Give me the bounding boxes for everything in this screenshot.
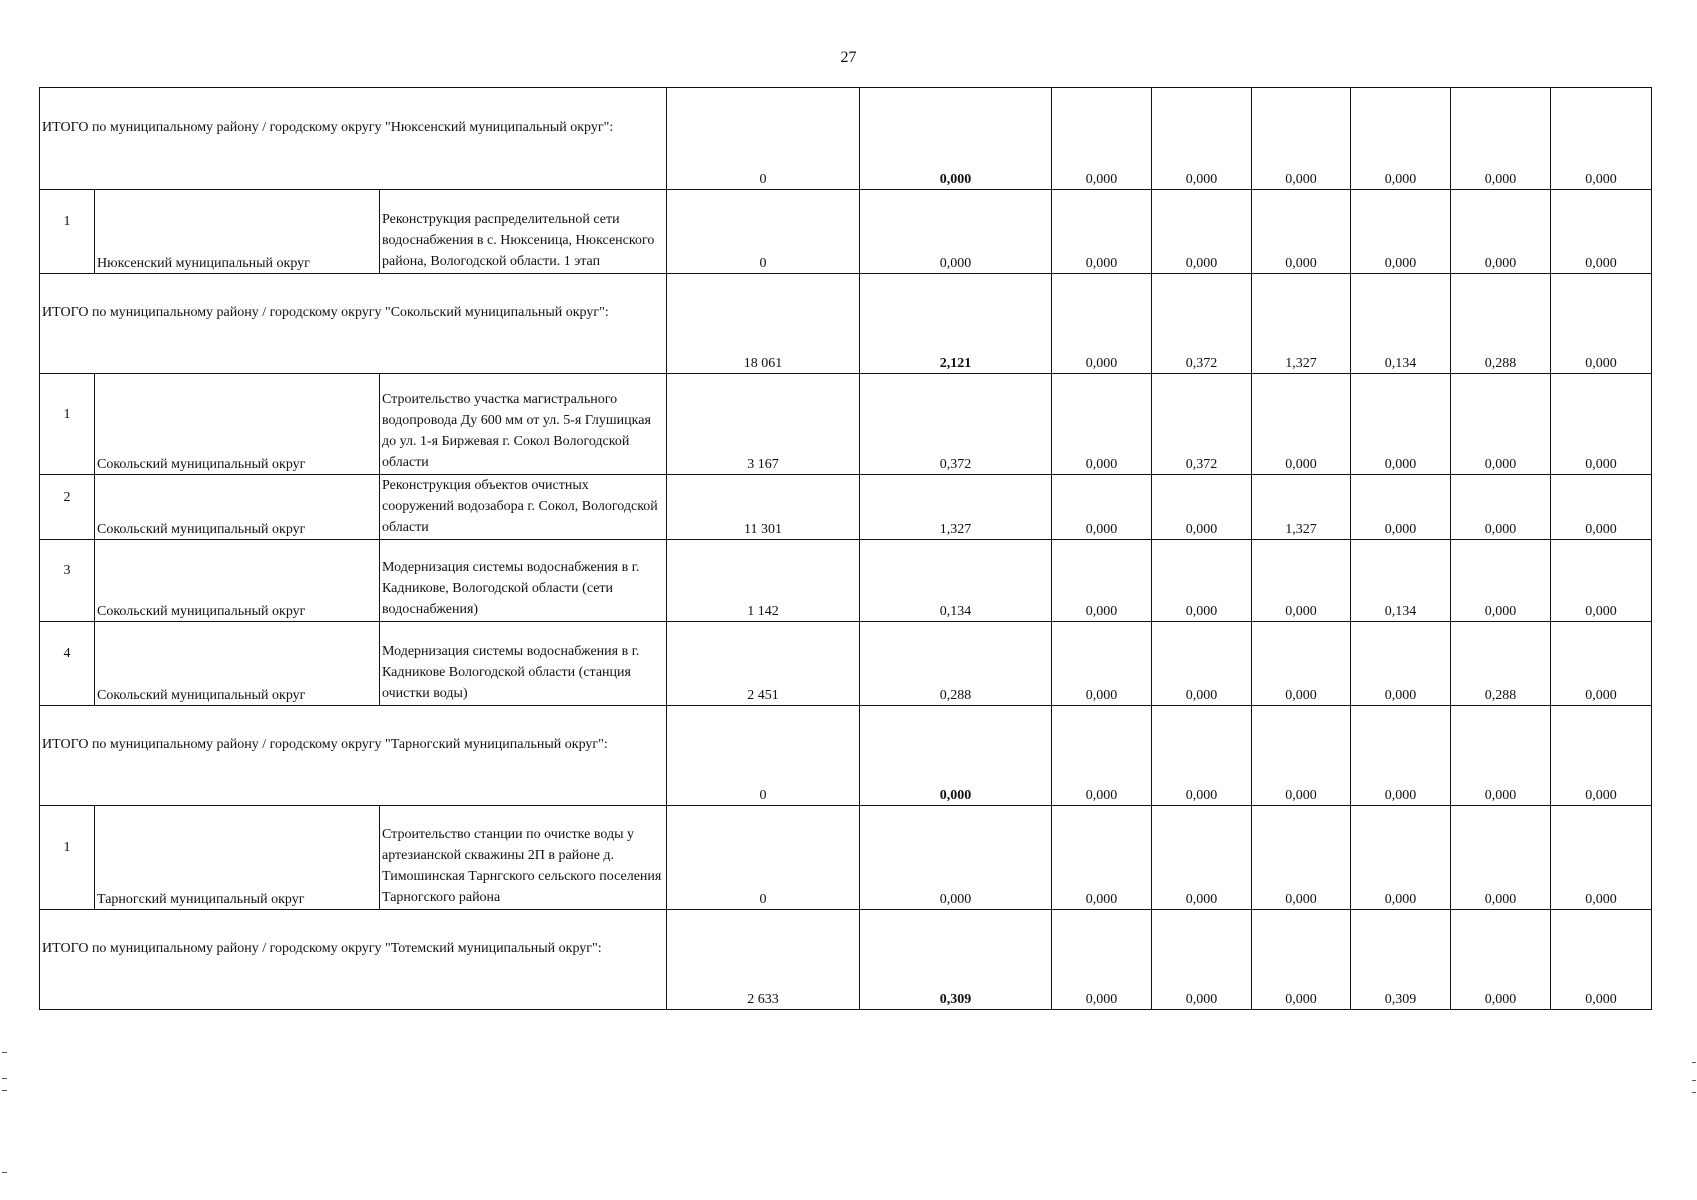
total-cell: 0,000 xyxy=(860,88,1052,190)
year-value-cell: 0,000 xyxy=(1351,190,1451,274)
total-cell: 0,000 xyxy=(860,190,1052,274)
cost-cell: 1 142 xyxy=(667,540,860,622)
year-value-cell: 0,000 xyxy=(1152,190,1252,274)
row-index: 1 xyxy=(40,806,95,910)
cost-cell: 11 301 xyxy=(667,475,860,540)
year-value-cell: 0,000 xyxy=(1551,622,1652,706)
year-value-cell: 0,000 xyxy=(1152,806,1252,910)
year-value-cell: 0,000 xyxy=(1451,88,1551,190)
year-value-cell: 0,000 xyxy=(1551,190,1652,274)
year-value-cell: 0,000 xyxy=(1551,806,1652,910)
row-index: 4 xyxy=(40,622,95,706)
year-value-cell: 0,000 xyxy=(1451,806,1551,910)
year-value-cell: 0,000 xyxy=(1052,190,1152,274)
year-value-cell: 0,000 xyxy=(1152,706,1252,806)
row-index: 2 xyxy=(40,475,95,540)
year-value-cell: 0,000 xyxy=(1351,622,1451,706)
year-value-cell: 0,000 xyxy=(1451,190,1551,274)
project-row xyxy=(40,806,1652,910)
year-value-cell: 0,372 xyxy=(1152,374,1252,475)
year-value-cell: 0,000 xyxy=(1152,88,1252,190)
scan-artifact-left xyxy=(2,1052,7,1053)
year-value-cell: 0,000 xyxy=(1152,910,1252,1010)
total-cell: 0,288 xyxy=(860,622,1052,706)
scan-artifact-right xyxy=(1692,1062,1696,1063)
year-value-cell: 0,000 xyxy=(1152,475,1252,540)
project-cell: Строительство станции по очистке воды у артезианской скважины 2П в районе д. Тимошинская Тарнгского сельского поселения Тарногского района xyxy=(380,806,667,910)
total-cell: 2,121 xyxy=(860,274,1052,374)
year-value-cell: 0,000 xyxy=(1351,706,1451,806)
scan-artifact-left xyxy=(2,1090,7,1091)
total-cell: 0,000 xyxy=(860,706,1052,806)
year-value-cell: 0,000 xyxy=(1451,910,1551,1010)
year-value-cell: 0,000 xyxy=(1252,374,1351,475)
investment-table xyxy=(39,87,1652,1010)
municipality-cell: Сокольский муниципальный округ xyxy=(95,475,380,540)
year-value-cell: 0,000 xyxy=(1551,706,1652,806)
project-row xyxy=(40,622,1652,706)
year-value-cell: 0,000 xyxy=(1551,540,1652,622)
year-value-cell: 0,000 xyxy=(1551,910,1652,1010)
total-row xyxy=(40,706,1652,806)
page-number: 27 xyxy=(840,49,857,66)
scan-artifact-left xyxy=(2,1172,7,1173)
year-value-cell: 1,327 xyxy=(1252,475,1351,540)
total-cell: 0,372 xyxy=(860,374,1052,475)
total-label: ИТОГО по муниципальному району / городскому округу "Сокольский муниципальный округ": xyxy=(40,274,667,374)
year-value-cell: 0,000 xyxy=(1451,475,1551,540)
year-value-cell: 0,000 xyxy=(1351,475,1451,540)
project-cell: Строительство участка магистрального водопровода Ду 600 мм от ул. 5-я Глушицкая до ул. 1-я Биржевая г. Сокол Вологодской области xyxy=(380,374,667,475)
year-value-cell: 0,000 xyxy=(1252,88,1351,190)
year-value-cell: 0,000 xyxy=(1551,374,1652,475)
year-value-cell: 0,000 xyxy=(1551,88,1652,190)
year-value-cell: 0,000 xyxy=(1152,540,1252,622)
project-row xyxy=(40,374,1652,475)
year-value-cell: 0,372 xyxy=(1152,274,1252,374)
year-value-cell: 0,000 xyxy=(1451,374,1551,475)
year-value-cell: 0,000 xyxy=(1152,622,1252,706)
year-value-cell: 0,309 xyxy=(1351,910,1451,1010)
total-label: ИТОГО по муниципальному району / городскому округу "Тотемский муниципальный округ": xyxy=(40,910,667,1010)
year-value-cell: 0,000 xyxy=(1252,706,1351,806)
year-value-cell: 0,134 xyxy=(1351,274,1451,374)
year-value-cell: 0,000 xyxy=(1052,88,1152,190)
row-index: 1 xyxy=(40,374,95,475)
row-index: 3 xyxy=(40,540,95,622)
project-cell: Модернизация системы водоснабжения в г. Кадникове, Вологодской области (сети водоснабжения) xyxy=(380,540,667,622)
cost-cell: 2 633 xyxy=(667,910,860,1010)
year-value-cell: 0,000 xyxy=(1252,806,1351,910)
year-value-cell: 0,000 xyxy=(1451,540,1551,622)
municipality-cell: Сокольский муниципальный округ xyxy=(95,374,380,475)
municipality-cell: Сокольский муниципальный округ xyxy=(95,540,380,622)
total-label: ИТОГО по муниципальному району / городскому округу "Тарногский муниципальный округ": xyxy=(40,706,667,806)
cost-cell: 2 451 xyxy=(667,622,860,706)
total-cell: 1,327 xyxy=(860,475,1052,540)
total-cell: 0,309 xyxy=(860,910,1052,1010)
year-value-cell: 0,134 xyxy=(1351,540,1451,622)
cost-cell: 0 xyxy=(667,706,860,806)
cost-cell: 0 xyxy=(667,806,860,910)
year-value-cell: 0,000 xyxy=(1551,274,1652,374)
year-value-cell: 0,000 xyxy=(1351,374,1451,475)
total-row xyxy=(40,910,1652,1010)
year-value-cell: 0,288 xyxy=(1451,622,1551,706)
total-row xyxy=(40,88,1652,190)
row-index: 1 xyxy=(40,190,95,274)
municipality-cell: Сокольский муниципальный округ xyxy=(95,622,380,706)
year-value-cell: 0,000 xyxy=(1052,475,1152,540)
cost-cell: 3 167 xyxy=(667,374,860,475)
municipality-cell: Тарногский муниципальный округ xyxy=(95,806,380,910)
project-row xyxy=(40,540,1652,622)
year-value-cell: 0,000 xyxy=(1052,806,1152,910)
scan-artifact-right xyxy=(1692,1092,1696,1093)
year-value-cell: 0,000 xyxy=(1252,910,1351,1010)
year-value-cell: 0,000 xyxy=(1052,706,1152,806)
project-cell: Модернизация системы водоснабжения в г. Кадникове Вологодской области (станция очистки воды) xyxy=(380,622,667,706)
cost-cell: 18 061 xyxy=(667,274,860,374)
year-value-cell: 0,000 xyxy=(1551,475,1652,540)
year-value-cell: 0,000 xyxy=(1052,910,1152,1010)
project-cell: Реконструкция объектов очистных сооружений водозабора г. Сокол, Вологодской области xyxy=(380,475,667,540)
cost-cell: 0 xyxy=(667,88,860,190)
total-cell: 0,134 xyxy=(860,540,1052,622)
year-value-cell: 0,000 xyxy=(1252,622,1351,706)
year-value-cell: 0,000 xyxy=(1351,806,1451,910)
total-row xyxy=(40,274,1652,374)
project-row xyxy=(40,475,1652,540)
year-value-cell: 0,288 xyxy=(1451,274,1551,374)
scan-artifact-right xyxy=(1692,1080,1696,1081)
year-value-cell: 1,327 xyxy=(1252,274,1351,374)
year-value-cell: 0,000 xyxy=(1052,540,1152,622)
municipality-cell: Нюксенский муниципальный округ xyxy=(95,190,380,274)
total-label: ИТОГО по муниципальному району / городскому округу "Нюксенский муниципальный округ": xyxy=(40,88,667,190)
cost-cell: 0 xyxy=(667,190,860,274)
project-row xyxy=(40,190,1652,274)
year-value-cell: 0,000 xyxy=(1052,622,1152,706)
year-value-cell: 0,000 xyxy=(1052,274,1152,374)
project-cell: Реконструкция распределительной сети водоснабжения в с. Нюксеница, Нюксенского района, Вологодской области. 1 этап xyxy=(380,190,667,274)
year-value-cell: 0,000 xyxy=(1351,88,1451,190)
year-value-cell: 0,000 xyxy=(1052,374,1152,475)
scan-artifact-left xyxy=(2,1078,7,1079)
year-value-cell: 0,000 xyxy=(1252,190,1351,274)
total-cell: 0,000 xyxy=(860,806,1052,910)
year-value-cell: 0,000 xyxy=(1451,706,1551,806)
year-value-cell: 0,000 xyxy=(1252,540,1351,622)
